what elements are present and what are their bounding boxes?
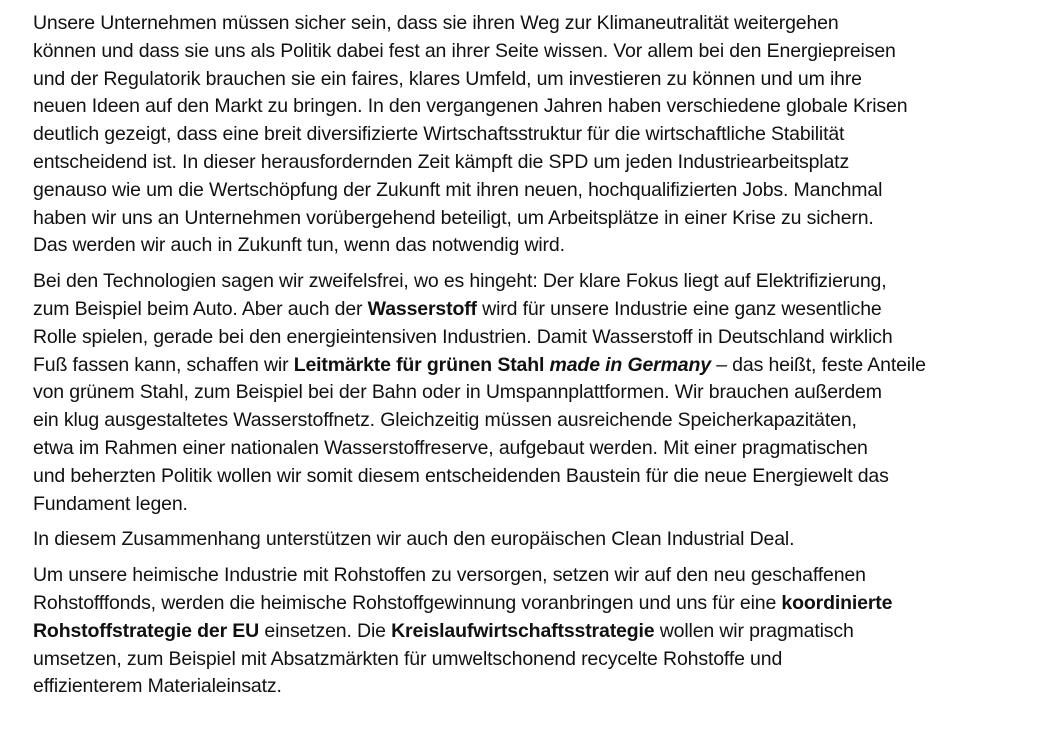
bold-text: Wasserstoff — [367, 297, 477, 320]
text-run: Fuß fassen kann, schaffen wir — [33, 353, 294, 376]
text-line — [33, 93, 1049, 121]
bold-text: Leitmärkte für grünen Stahl — [293, 353, 545, 376]
text-line — [33, 379, 1049, 407]
text-run: wollen wir pragmatisch — [654, 619, 854, 642]
text-run: genauso wie um die Wertschöpfung der Zukunft mit ihren neuen, hochqualifizierten Jobs. Manchmal — [33, 178, 883, 201]
text-run: – das heißt, feste Anteile — [710, 353, 926, 376]
paragraph — [33, 10, 1049, 260]
text-run: Fundament legen. — [33, 492, 188, 515]
text-run: haben wir uns an Unternehmen vorübergehend beteiligt, um Arbeitsplätze in einer Krise zu sichern. — [33, 206, 874, 229]
text-run: wird für unsere Industrie eine ganz wesentliche — [476, 297, 882, 320]
text-run: Das werden wir auch in Zukunft tun, wenn das notwendig wird. — [33, 234, 565, 257]
text-run: deutlich gezeigt, dass eine breit diversifizierte Wirtschaftsstruktur für die wirtschaftliche Stabilität — [33, 123, 845, 146]
text-run: können und dass sie uns als Politik dabei fest an ihrer Seite wissen. Vor allem bei den Energiepreisen — [33, 39, 896, 62]
text-line — [33, 463, 1049, 491]
bold-text: Kreislaufwirtschaftsstrategie — [391, 619, 655, 642]
text-line — [33, 646, 1049, 674]
text-run: etwa im Rahmen einer nationalen Wasserstoffreserve, aufgebaut werden. Mit einer pragmatischen — [33, 436, 868, 459]
text-line — [33, 121, 1049, 149]
text-run: Rolle spielen, gerade bei den energieintensiven Industrien. Damit Wasserstoff in Deutschland wirklich — [33, 325, 893, 348]
text-run: Bei den Technologien sagen wir zweifelsfrei, wo es hingeht: Der klare Fokus liegt auf Elektrifizierung, — [33, 270, 887, 293]
text-run: ein klug ausgestaltetes Wasserstoffnetz. Gleichzeitig müssen ausreichende Speicherkapazitäten, — [33, 409, 857, 432]
text-run: effizienterem Materialeinsatz. — [33, 675, 282, 698]
text-line — [33, 673, 1049, 701]
text-line — [33, 10, 1049, 38]
text-run: Um unsere heimische Industrie mit Rohstoffen zu versorgen, setzen wir auf den neu geschaffenen — [33, 564, 866, 587]
text-line — [33, 205, 1049, 233]
text-run: zum Beispiel beim Auto. Aber auch der — [33, 297, 368, 320]
text-run: einsetzen. Die — [259, 619, 392, 642]
paragraph — [33, 268, 1049, 518]
text-line — [33, 324, 1049, 352]
bold-text: Rohstoffstrategie der EU — [33, 619, 260, 642]
text-line — [33, 296, 1049, 324]
text-run: und der Regulatorik brauchen sie ein faires, klares Umfeld, um investieren zu können und um ihre — [33, 67, 862, 90]
text-run: Unsere Unternehmen müssen sicher sein, dass sie ihren Weg zur Klimaneutralität weitergehen — [33, 12, 839, 34]
paragraph — [33, 526, 1049, 554]
text-run: von grünem Stahl, zum Beispiel bei der Bahn oder in Umspannplattformen. Wir brauchen außerdem — [33, 381, 882, 404]
text-line — [33, 232, 1049, 260]
text-run: umsetzen, zum Beispiel mit Absatzmärkten für umweltschonend recycelte Rohstoffe und — [33, 647, 783, 670]
text-run: neuen Ideen auf den Markt zu bringen. In den vergangenen Jahren haben verschiedene globale Krisen — [33, 95, 908, 118]
text-line — [33, 149, 1049, 177]
text-line — [33, 352, 1049, 380]
text-line — [33, 66, 1049, 94]
text-line — [33, 491, 1049, 519]
text-line — [33, 562, 1049, 590]
bold-text: koordinierte — [781, 591, 893, 614]
text-line — [33, 435, 1049, 463]
text-run: entscheidend ist. In dieser herausfordernden Zeit kämpft die SPD um jeden Industriearbeitsplatz — [33, 150, 850, 173]
text-run: Rohstofffonds, werden die heimische Rohstoffgewinnung voranbringen und uns für eine — [33, 591, 782, 614]
text-line — [33, 407, 1049, 435]
paragraph — [33, 562, 1049, 701]
text-run: und beherzten Politik wollen wir somit diesem entscheidenden Baustein für die neue Energiewelt das — [33, 464, 889, 487]
text-line — [33, 590, 1049, 618]
text-line — [33, 526, 1049, 554]
text-run: In diesem Zusammenhang unterstützen wir auch den europäischen Clean Industrial Deal. — [33, 528, 795, 551]
text-line — [33, 177, 1049, 205]
text-line — [33, 268, 1049, 296]
bold-italic-text: made in Germany — [549, 353, 711, 376]
text-line — [33, 38, 1049, 66]
text-line — [33, 618, 1049, 646]
